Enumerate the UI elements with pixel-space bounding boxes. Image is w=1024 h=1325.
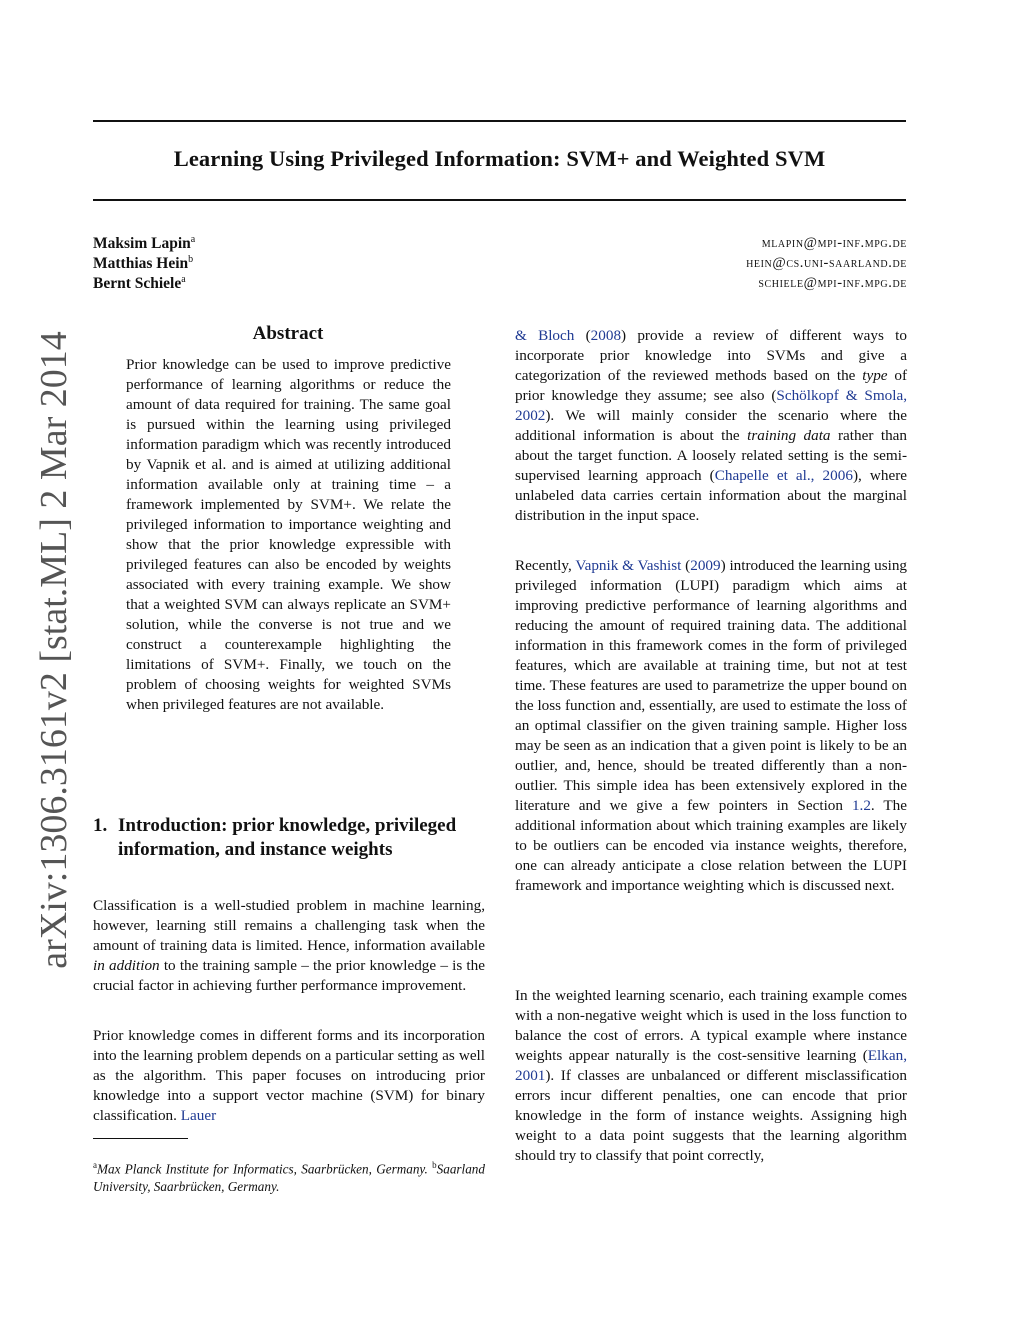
text-span: Prior knowledge comes in different forms and its incorporation into the learning problem depends on a particular setting as well as the algorithm. This paper focuses on introducing prior knowledge into a support vector machine (SVM) for binary classification.	[93, 1027, 485, 1124]
abstract-heading: Abstract	[252, 323, 324, 344]
text-span: In the weighted learning scenario, each training example comes with a non-negative weight which is used in the loss function to balance the cost of errors. A typical example where instance weights appear naturally is the cost-sensitive learning (	[515, 987, 907, 1064]
email-lapin[interactable]: mlapin@mpi-inf.mpg.de	[761, 235, 907, 251]
intro-paragraph-1	[93, 896, 485, 996]
author-lapin	[93, 234, 195, 253]
author-affil: b	[188, 254, 194, 265]
author-affil: a	[190, 234, 196, 245]
text-span: Recently,	[515, 557, 576, 574]
emphasis: in addition	[93, 957, 160, 974]
citation-link[interactable]: & Bloch	[515, 327, 575, 344]
intro-paragraph-4	[515, 556, 907, 896]
title-rule-bottom	[93, 199, 906, 201]
text-span: (	[681, 557, 691, 574]
section-number: 1.	[93, 815, 108, 836]
text-span: ). We will mainly consider the scenario where the additional information is about the	[515, 407, 907, 444]
author-name: Bernt Schiele	[93, 275, 182, 293]
intro-paragraph-2	[93, 1026, 485, 1126]
citation-link[interactable]: Chapelle et al., 2006	[714, 467, 853, 484]
citation-link[interactable]: Elkan, 2001	[515, 1047, 907, 1084]
section-heading	[93, 814, 488, 861]
footnote-text: Saarland University, Saarbrücken, Germany.	[93, 1161, 485, 1195]
intro-paragraph-3	[515, 326, 907, 526]
citation-link[interactable]: Schölkopf & Smola, 2002	[515, 387, 907, 424]
text-span: . The additional information about which training examples are likely to be outliers can be encoded via instance weights, therefore, one can already anticipate a close relation between the LUPI framework and importance weighting which is discussed next.	[515, 797, 908, 894]
citation-link-lauer[interactable]: Lauer	[180, 1107, 217, 1124]
emphasis: type	[862, 367, 888, 384]
intro-paragraph-5	[515, 986, 907, 1166]
section-link[interactable]: 1.2	[851, 797, 871, 814]
author-schiele	[93, 274, 186, 293]
emphasis: training data	[747, 427, 831, 444]
footnote-rule	[93, 1138, 188, 1139]
footnote-mark: b	[432, 1160, 437, 1170]
text-span: (	[574, 327, 591, 344]
text-span: Classification is a well-studied problem in machine learning, however, learning still remains a challenging task when the amount of training data is limited. Hence, information available	[93, 897, 485, 954]
email-hein[interactable]: hein@cs.uni-saarland.de	[746, 255, 907, 271]
page-title: Learning Using Privileged Information: SVM+ and Weighted SVM	[173, 146, 826, 171]
text-span: ) introduced the learning using privileged information (LUPI) paradigm which aims at improving predictive performance of learning algorithms and reducing the amount of required training data. The additional information in this framework comes in the form of privileged features, which are available at training time, but not at test time. These features are used to parametrize the upper bound on the loss function and, essentially, are used to estimate the loss of an optimal classifier on the given training sample. Higher loss may be seen as an indication that a given point is likely to be an outlier, and, hence, should be treated differently than a non-outlier. This simple idea has been extensively explored in the literature and we give a few pointers in Section	[515, 557, 908, 814]
citation-link[interactable]: 2008	[590, 327, 622, 344]
arxiv-stamp-text: arXiv:1306.3161v2 [stat.ML] 2 Mar 2014	[33, 331, 75, 969]
text-span: to the training sample – the prior knowledge – is the crucial factor in achieving further performance improvement.	[93, 957, 485, 994]
citation-link[interactable]: 2009	[690, 557, 721, 574]
text-span: ) provide a review of different ways to incorporate prior knowledge into SVMs and give a categorization of the reviewed methods based on the	[515, 327, 907, 384]
text-span: ), where unlabeled data carries certain information about the marginal distribution in the input space.	[515, 467, 907, 524]
footnote-text: Max Planck Institute for Informatics, Saarbrücken, Germany.	[97, 1161, 428, 1177]
author-name: Matthias Hein	[93, 255, 189, 273]
title-rule-top	[93, 120, 906, 122]
text-span: of prior knowledge they assume; see also (	[515, 367, 908, 404]
text-span: rather than about the target function. A loosely related setting is the semi-supervised learning approach (	[515, 427, 907, 484]
affiliation-footnote	[93, 1156, 485, 1196]
section-title: Introduction: prior knowledge, privileged information, and instance weights	[118, 815, 457, 860]
author-affil: a	[181, 274, 186, 285]
text-span: ). If classes are unbalanced or different misclassification errors incur different penalties, one can encode that prior knowledge in the form of instance weights. Assigning high weight to a data point suggests that the learning algorithm should try to classify that point correctly,	[515, 1067, 907, 1164]
author-hein	[93, 254, 193, 273]
abstract-text: Prior knowledge can be used to improve predictive performance of learning algorithms or reduce the amount of data required for training. The same goal is pursued within the learning using privileged information paradigm which was recently introduced by Vapnik et al. and is aimed at utilizing additional information available only at training time – a framework implemented by SVM+. We relate the privileged information to importance weighting and show that the prior knowledge expressible with privileged features can also be encoded by weights associated with every training example. We show that a weighted SVM can always replicate an SVM+ solution, while the converse is not true and we construct a counterexample highlighting the limitations of SVM+. Finally, we touch on the problem of choosing weights for weighted SVMs when privileged features are not available.	[126, 356, 451, 713]
author-name: Maksim Lapin	[93, 235, 191, 253]
email-schiele[interactable]: schiele@mpi-inf.mpg.de	[758, 275, 907, 291]
footnote-mark: a	[93, 1160, 97, 1170]
citation-link[interactable]: Vapnik & Vashist	[575, 557, 682, 574]
